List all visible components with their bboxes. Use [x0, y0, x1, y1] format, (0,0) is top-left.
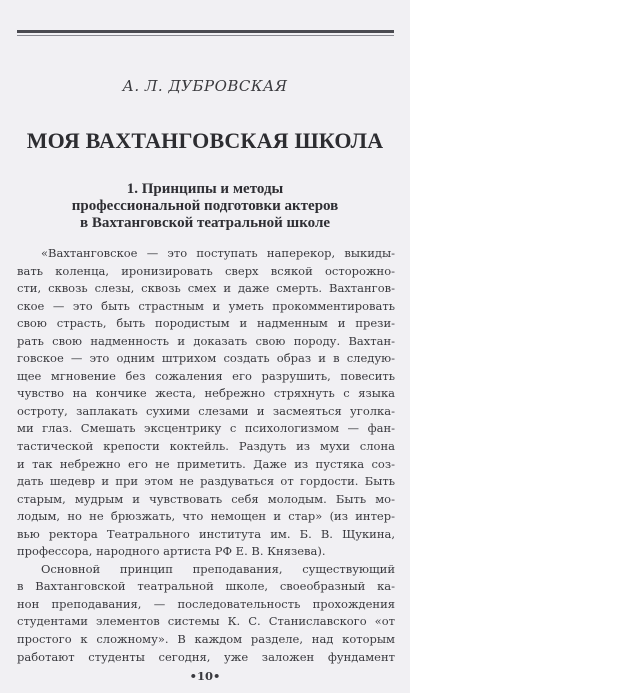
body-line: рать свою надменность и доказать свою породу. Вахтан- [17, 333, 395, 348]
body-line: щее мгновение без сожаления его разрушить, повесить [17, 368, 395, 383]
body-line: «Вахтанговское — это поступать наперекор, выкиды- [41, 246, 395, 260]
body-line: Основной принцип преподавания, существующий [41, 561, 395, 576]
header-rule-thin [17, 35, 394, 36]
body-line: тастической крепости коктейль. Раздуть из мухи слона [17, 439, 395, 454]
author-name: А. Л. ДУБРОВСКАЯ [122, 77, 288, 95]
body-line: простого к сложному». В каждом разделе, над которым [17, 632, 395, 647]
body-line: нон преподавания, — последовательность прохождения [17, 596, 395, 611]
body-line: старым, мудрым и чувствовать себя молодым. Быть мо- [17, 491, 395, 506]
section-heading [0, 181, 410, 232]
chapter-title: МОЯ ВАХТАНГОВСКАЯ ШКОЛА [26, 128, 384, 153]
body-line: свою страсть, быть породистым и надменным и прези- [17, 316, 395, 331]
body-line: чувство на кончике жеста, небрежно стряхнуть с языка [17, 386, 395, 401]
body-line: работают студенты сегодня, уже заложен фундамент [17, 649, 395, 664]
body-line: в Вахтанговской театральной школе, своеобразный ка- [17, 579, 395, 594]
body-line: вью ректора Театрального института им. Б. В. Щукина, [17, 526, 395, 541]
body-line: вать коленца, иронизировать сверх всякой осторожно- [17, 263, 395, 278]
body-line: ми глаз. Смешать эксцентрику с психологизмом — фан- [17, 421, 395, 436]
header-rule-thick [17, 30, 394, 33]
body-line: дать шедевр и при этом не раздуваться от гордости. Быть [17, 474, 395, 489]
body-line: и так небрежно его не приметить. Даже из пустяка соз- [17, 456, 395, 471]
body-line: лодым, но не брюзжать, что немощен и стар» (из интер- [17, 509, 395, 524]
body-line: ское — это быть страстным и уметь прокомментировать [17, 298, 395, 313]
section-heading-line: в Вахтанговской театральной школе [79, 215, 331, 231]
body-line: остроту, заплакать сухими слезами и засмеяться уголка- [17, 403, 395, 418]
body-line: студентами элементов системы К. С. Станиславского «от [17, 614, 395, 629]
section-heading-line: профессиональной подготовки актеров [71, 198, 339, 214]
section-heading-line: 1. Принципы и методы [126, 181, 284, 197]
page-number: •10• [189, 669, 221, 683]
body-text [17, 245, 395, 666]
body-line: профессора, народного артиста РФ Е. В. Князева). [17, 544, 326, 559]
body-line: сти, сквозь слезы, сквозь смех и даже смерть. Вахтангов- [17, 281, 395, 296]
body-line: говское — это одним штрихом создать образ и в следую- [17, 351, 395, 366]
